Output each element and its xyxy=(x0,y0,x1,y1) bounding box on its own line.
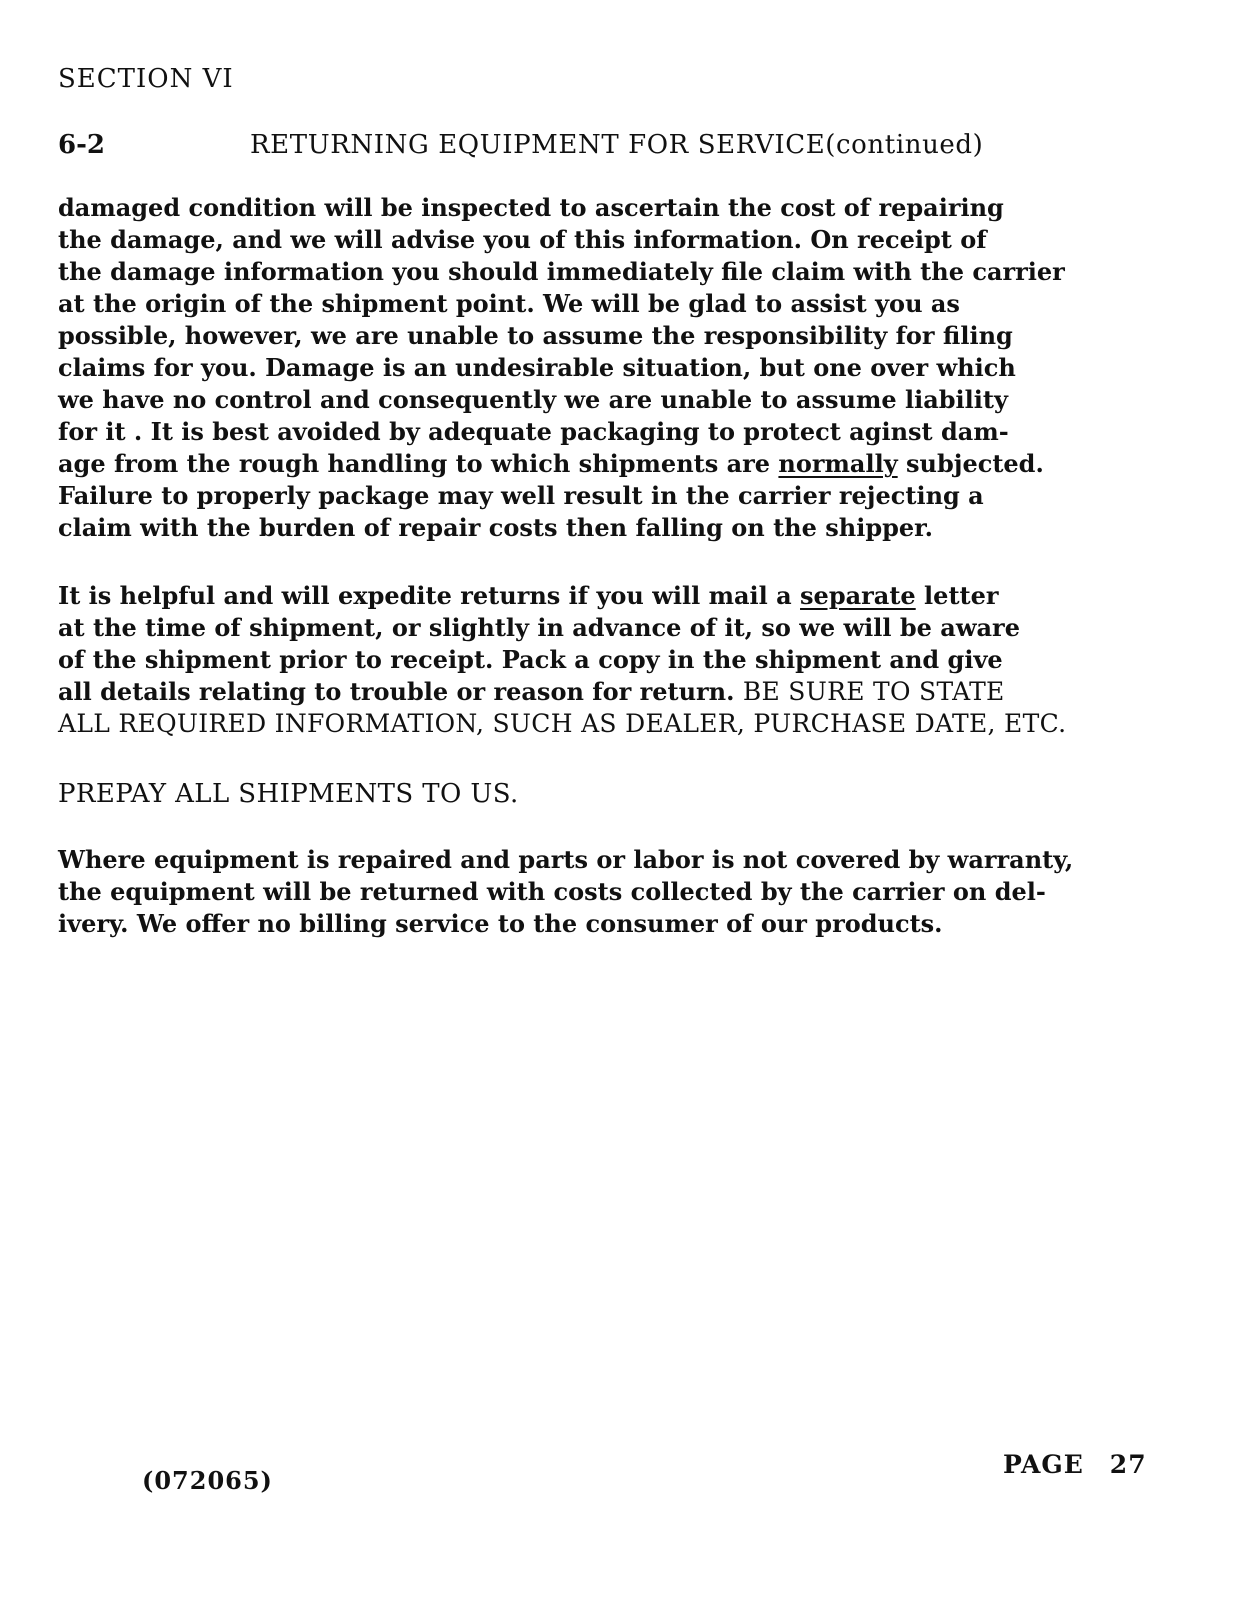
paragraph-line: ivery. We offer no billing service to the consumer of our products. xyxy=(58,909,943,938)
paragraph-line: possible, however, we are unable to assume the responsibility for filing xyxy=(58,321,1013,350)
underlined-word: separate xyxy=(800,581,916,610)
text-run: It is helpful and will expedite returns if you will mail a xyxy=(58,581,801,610)
paragraph-line: damaged condition will be inspected to ascertain the cost of repairing xyxy=(58,193,1004,222)
paragraph-line: Where equipment is repaired and parts or labor is not covered by warranty, xyxy=(58,845,1074,874)
paragraph-line: ALL REQUIRED INFORMATION, SUCH AS DEALER, PURCHASE DATE, ETC. xyxy=(58,709,1067,738)
paragraph-line: the damage information you should immediately file claim with the carrier xyxy=(58,257,1065,286)
section-label: SECTION VI xyxy=(58,64,234,94)
paragraph-line: we have no control and consequently we are unable to assume liability xyxy=(58,385,1008,414)
underlined-word: normally xyxy=(778,449,898,478)
paragraph-line: at the origin of the shipment point. We will be glad to assist you as xyxy=(58,289,960,318)
paragraph-damage xyxy=(58,192,1065,544)
text-run: letter xyxy=(915,581,999,610)
page-label: PAGE xyxy=(1003,1450,1084,1479)
paragraph-line: of the shipment prior to receipt. Pack a copy in the shipment and give xyxy=(58,645,1003,674)
paragraph-billing xyxy=(58,844,1073,940)
paragraph-line: claim with the burden of repair costs then falling on the shipper. xyxy=(58,513,933,542)
footer-code: (072065) xyxy=(142,1466,273,1495)
heading-number: 6-2 xyxy=(58,130,105,160)
paragraph-line: Failure to properly package may well result in the carrier rejecting a xyxy=(58,481,984,510)
page-number-value: 27 xyxy=(1109,1450,1147,1479)
paragraph-line xyxy=(58,580,1066,612)
paragraph-line xyxy=(58,676,1066,708)
paragraph-line: at the time of shipment, or slightly in advance of it, so we will be aware xyxy=(58,613,1020,642)
paragraph-line: claims for you. Damage is an undesirable situation, but one over which xyxy=(58,353,1016,382)
heading-title: RETURNING EQUIPMENT FOR SERVICE(continued) xyxy=(250,130,984,160)
text-run: age from the rough handling to which shipments are xyxy=(58,449,779,478)
text-run: all details relating to trouble or reason for return. xyxy=(58,677,743,706)
paragraph-line: the equipment will be returned with costs collected by the carrier on del- xyxy=(58,877,1046,906)
paragraph-line: for it . It is best avoided by adequate packaging to protect aginst dam- xyxy=(58,417,1009,446)
paragraph-prepay: PREPAY ALL SHIPMENTS TO US. xyxy=(58,779,519,809)
page-number xyxy=(1003,1450,1147,1479)
paragraph-letter xyxy=(58,580,1066,740)
caps-run: BE SURE TO STATE xyxy=(742,677,1005,706)
paragraph-line: the damage, and we will advise you of this information. On receipt of xyxy=(58,225,987,254)
text-run: subjected. xyxy=(897,449,1044,478)
paragraph-line xyxy=(58,448,1065,480)
